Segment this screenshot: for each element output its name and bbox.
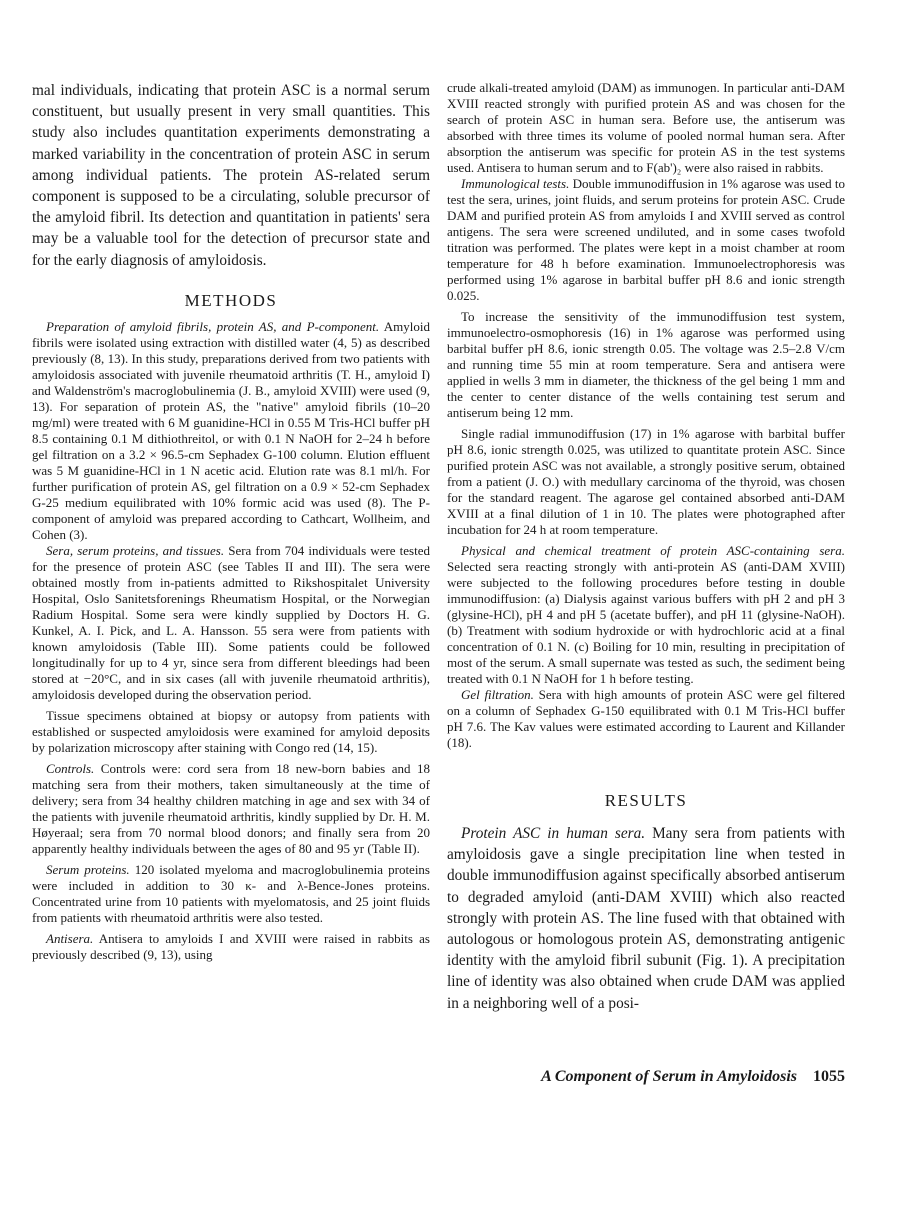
radial-immunodiffusion-paragraph: Single radial immunodiffusion (17) in 1% agarose with barbital buffer pH 8.6, ionic strength 0.025, was utilized to quantitate protein ASC. Since purified protein ASC was not available, a strongly positive serum, obtained from a patient (J. O.) with medullary carcinoma of the thyroid, was chosen for the standard reagent. The agarose gel contained absorbed anti-DAM XVIII at a final dilution of 1 in 10. The plates were photographed after incubation for 24 h at room temperature.	[447, 426, 845, 537]
results-paragraph	[447, 823, 845, 1014]
sera-paragraph	[32, 543, 430, 703]
preparation-text: Amyloid fibrils were isolated using extraction with distilled water (4, 5) as described previously (8, 13). In this study, preparations derived from two patients with amyloidosis associated with juvenile rheumatoid arthritis (T. H., amyloid I) and Waldenström's macroglobulinemia (J. B., amyloid XVIII) were used (9, 13). For separation of protein AS, the "native" amyloid fibrils (10–20 mg/ml) were treated with 6 M guanidine-HCl in 0.55 M Tris-HCl buffer pH 8.5 containing 0.1 M dithiothreitol, or with 0.1 N NaOH for 2–24 h before gel filtration on a 3.2 × 96.5-cm Sephadex G-100 column. Elution effluent was 5 M guanidine-HCl in 1 N acetic acid. Elution rate was 8.1 ml/h. For further purification of protein AS, gel filtration on a 0.9 × 52-cm Sephadex G-25 medium equilibrated with 10% formic acid was used (8). The P-component of amyloid was prepared according to Cathcart, Wollheim, and Cohen (3).	[32, 318, 430, 542]
right-column	[447, 80, 845, 1014]
antisera-paragraph	[32, 931, 430, 963]
immunological-tests-runin-heading: Immunological tests.	[461, 176, 570, 191]
serum-proteins-text: 120 isolated myeloma and macroglobulinemia proteins were included in addition to 30 κ- and λ-Bence-Jones proteins. Concentrated urine from 10 patients with myelomatosis, and 25 joint fluids from patients with rheumatoid arthritis were also tested.	[32, 861, 430, 925]
controls-paragraph	[32, 761, 430, 857]
results-runin-heading: Protein ASC in human sera.	[461, 825, 646, 842]
left-column	[32, 80, 430, 963]
methods-heading: METHODS	[184, 290, 278, 310]
gel-filtration-text: Sera with high amounts of protein ASC were gel filtered on a column of Sephadex G-150 equilibrated with 0.1 M Tris-HCl buffer pH 7.6. The Kav values were estimated according to Laurent and Killander (18).	[447, 687, 845, 750]
page-number: 1055	[813, 1068, 845, 1085]
running-title: A Component of Serum in Amyloidosis	[541, 1068, 797, 1085]
physical-treatment-text: Selected sera reacting strongly with anti-protein AS (anti-DAM XVIII) were subjected to the following procedures before testing in double immunodiffusion: (a) Dialysis against various buffers with pH 2 and pH 3 (glysine-HCl), pH 4 and pH 5 (acetate buffer), and pH 11 (glysine-NaOH). (b) Treatment with sodium hydroxide or with hydrochloric acid at a final concentration of 0.1 N. (c) Boiling for 10 min, resulting in precipitation of most of the serum. A small supernate was tested as such, the sediment being treated with 0.1 N NaOH for 1 h before testing.	[447, 559, 845, 686]
gel-filtration-paragraph	[447, 687, 845, 751]
serum-proteins-runin-heading: Serum proteins.	[46, 861, 130, 877]
sensitivity-paragraph: To increase the sensitivity of the immunodiffusion test system, immunoelectro-osmophoresis (16) in 1% agarose was performed using barbital buffer pH 8.6, ionic strength 0.05. The voltage was 2.5–2.8 V/cm and running time 55 min at room temperature. Sera and antisera were applied in wells 3 mm in diameter, the thickness of the gel being 1 mm and the center to center distance of the wells containing test serum and antiserum being 12 mm.	[447, 309, 845, 420]
immunological-tests-text: Double immunodiffusion in 1% agarose was used to test the sera, urines, joint fluids, and serum proteins for protein ASC. Crude DAM and purified protein AS from amyloids I and XVIII served as control antigens. The sera were screened undiluted, and in some cases twofold titration was performed. The plates were kept in a moist chamber at room temperature for 48 h before examination. Immunoelectrophoresis was performed using 1% agarose in barbital buffer pH 8.6 and ionic strength 0.025.	[447, 176, 846, 303]
tissue-paragraph: Tissue specimens obtained at biopsy or autopsy from patients with established or suspected amyloidosis were examined for amyloid deposits by polarization microscopy after staining with Congo red (14, 15).	[32, 707, 430, 755]
physical-treatment-paragraph	[447, 543, 845, 687]
immunological-tests-paragraph	[447, 176, 845, 304]
preparation-runin-heading: Preparation of amyloid fibrils, protein AS, and P-component.	[46, 318, 380, 334]
antisera-runin-heading: Antisera.	[46, 930, 94, 946]
sera-text: Sera from 704 individuals were tested for the presence of protein ASC (see Tables II and III). The sera were obtained mostly from in-patients admitted to Rikshospitalet University Hospital, Oslo Sanitetsforenings Rheumatism Hospital, or the Norwegian Radium Hospital. Some sera were kindly supplied by Doctors H. G. Kunkel, A. I. Pick, and L. A. Hansson. 55 sera were from patients with known amyloidosis (Table III). Some patients could be followed longitudinally for up to 4 yr, since sera from different bleedings had been stored at −20°C, and in six cases (all with juvenile rheumatoid arthritis), amyloidosis developed during the observation period.	[32, 542, 431, 702]
physical-treatment-runin-heading: Physical and chemical treatment of protein ASC-containing sera.	[461, 543, 845, 558]
gel-filtration-runin-heading: Gel filtration.	[461, 687, 534, 702]
page-footer	[447, 1068, 845, 1086]
sera-runin-heading: Sera, serum proteins, and tissues.	[46, 542, 225, 558]
results-text: Many sera from patients with amyloidosis gave a single precipitation line when tested in double immunodiffusion against specifically absorbed antiserum to degraded amyloid (anti-DAM XVIII) which also reacted strongly with protein AS. The line fused with that obtained with autologous or homologous protein AS, demonstrating antigenic identity with the amyloid fibril subunit (Fig. 1). A precipitation line of identity was also obtained when crude DAM was applied in a neighboring well of a posi-	[447, 825, 845, 1012]
serum-proteins-paragraph	[32, 862, 430, 926]
antisera-text: Antisera to amyloids I and XVIII were raised in rabbits as previously described (9, 13), using	[32, 930, 430, 962]
preparation-paragraph	[32, 319, 430, 543]
controls-text: Controls were: cord sera from 18 new-born babies and 18 matching sera from their mothers, taken simultaneously at the time of delivery; sera from 34 healthy children matching in age and sex with 34 of the patients with juvenile rheumatoid arthritis, kindly supplied by Dr. H. M. Høyeraal; sera from 70 normal blood donors; and finally sera from 20 apparently healthy individuals between the ages of 80 and 95 yr (Table II).	[32, 760, 430, 856]
results-heading: RESULTS	[604, 791, 688, 810]
antisera-continuation-paragraph: crude alkali-treated amyloid (DAM) as immunogen. In particular anti-DAM XVIII reacted strongly with purified protein AS and was chosen for the search of protein ASC in human sera. Before use, the antiserum was absorbed with three times its volume of pooled normal human sera. After absorption the antiserum was specific for protein AS in the test systems used. Antisera to human serum and to F(ab')₂ were also raised in rabbits.	[447, 80, 845, 175]
intro-paragraph: mal individuals, indicating that protein ASC is a normal serum constituent, but usually present in very small quantities. This study also includes quantitation experiments demonstrating a marked variability in the concentration of protein ASC in serum among individual patients. The protein AS-related serum component is supposed to be a circulating, soluble precursor of the amyloid fibril. Its detection and quantitation in patients' sera may be a valuable tool for the detection of precursor state and for the early diagnosis of amyloidosis.	[32, 82, 430, 269]
controls-runin-heading: Controls.	[46, 760, 95, 776]
